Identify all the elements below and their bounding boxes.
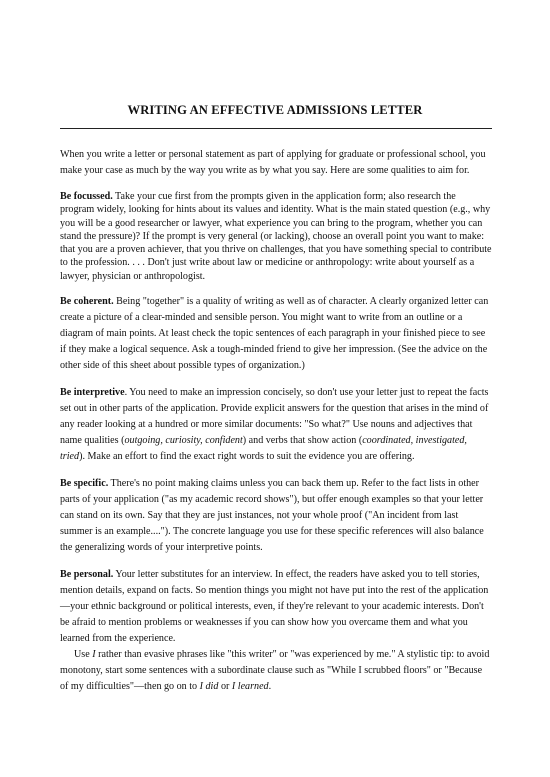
section-text: Take your cue first from the prompts given in the application form; also research the program widely, looking for hints about its values and identity. What is the main stated question (e.g., why you will be a good researcher or lawyer, what experience you can bring to the program, whether you can stand the pressure)? If the prompt is very general (or lacking), choose an overall point you want to make: that you are a proven achiever, that you thrive on challenges, that you have something special to contribute to the profession. . . . Don't just write about law or medicine or anthropology: write about yourself as a lawyer, physician or anthropologist. — [60, 191, 492, 282]
emphasis-text: I — [92, 649, 96, 661]
section-personal-continued — [60, 647, 492, 695]
section-text: ). Make an effort to find the exact right words to suit the evidence you are offering. — [79, 451, 415, 463]
emphasis-text: coordinated, investigated, tried — [60, 435, 467, 463]
section-heading: Be focussed. — [60, 191, 113, 202]
emphasis-text: I did — [199, 681, 219, 693]
section-heading: Be coherent. — [60, 296, 114, 308]
section-specific — [60, 476, 492, 556]
section-personal — [60, 567, 492, 647]
section-text: ) and verbs that show action ( — [242, 435, 363, 447]
section-text: Your letter substitutes for an interview. In effect, the readers have asked you to tell stories, mention details, expand on facts. So mention things you might not have put into the rest of the application—your ethnic background or political interests, even, if they're relevant to your academic interests. Don't be afraid to mention problems or weaknesses if you can show how you overcame them and what you learned from the experience. — [60, 569, 489, 645]
section-text: . — [268, 681, 272, 693]
intro-paragraph: When you write a letter or personal statement as part of applying for graduate or professional school, you make your case as much by the way you write as by what you say. Here are some qualities to aim for. — [60, 149, 486, 176]
section-text: or — [218, 681, 232, 693]
emphasis-text: I learned — [231, 681, 269, 693]
section-heading: Be specific. — [60, 478, 109, 490]
section-text: Use — [74, 649, 93, 661]
section-text: There's no point making claims unless you can back them up. Refer to the fact lists in other parts of your application ("as my academic record shows"), but offer enough examples so that your letter can stand on its own. Say that they are just instances, not your whole proof ("An incident from last summer is an example...."). The concrete language you use for these specific references will also balance the generalizing words of your interpretive points. — [60, 478, 484, 554]
section-heading: Be personal. — [60, 569, 114, 581]
section-focussed — [60, 190, 492, 283]
section-coherent — [60, 294, 492, 374]
section-text: Being "together" is a quality of writing as well as of character. A clearly organized letter can create a picture of a clear-minded and sensible person. You might want to write from an outline or a diagram of main points. At least check the topic sentences of each paragraph in your finished piece to see if they make a logical sequence. Ask a tough-minded friend to give her impression. (See the advice on the other side of this sheet about possible types of organization.) — [60, 296, 489, 372]
section-text: rather than evasive phrases like "this writer" or "was experienced by me." A stylistic tip: to avoid monotony, start some sentences with a subordinate clause such as "While I scrubbed floors" or "Because of my difficulties"—then go on to — [60, 649, 490, 693]
page-title: WRITING AN EFFECTIVE ADMISSIONS LETTER — [127, 103, 423, 117]
title-rule — [60, 128, 492, 129]
section-heading: Be interpretive — [60, 387, 125, 399]
section-text: . You need to make an impression concisely, so don't use your letter just to repeat the facts set out in other parts of the application. Provide explicit answers for the question that arises in the mind of any reader looking at a hundred or more similar documents: "So what?" Use nouns and adjectives that name qualities ( — [60, 387, 489, 447]
section-interpretive — [60, 385, 492, 465]
emphasis-text: outgoing, curiosity, confident — [124, 435, 243, 447]
document-body — [60, 147, 492, 695]
